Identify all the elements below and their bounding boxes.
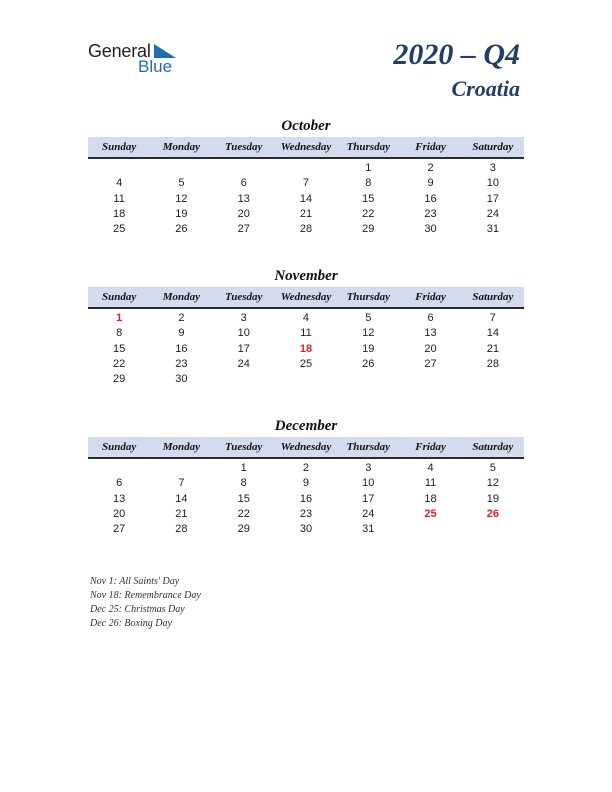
weekday-header: [88, 287, 524, 309]
month-title: December: [274, 418, 338, 434]
holiday-note: Dec 25: Christmas Day: [90, 604, 185, 615]
day-cell: 13: [424, 327, 437, 340]
week-row: [88, 192, 524, 207]
empty-day-cell: [275, 161, 337, 176]
logo-triangle-icon: [154, 44, 176, 58]
empty-day-cell: [88, 161, 150, 176]
day-cell: 29: [362, 223, 375, 236]
weekday-label: Wednesday: [280, 441, 332, 453]
day-cell: 25: [424, 507, 437, 520]
day-cell: 19: [362, 342, 375, 355]
day-cell: 10: [486, 177, 499, 190]
day-cell: 7: [489, 312, 496, 324]
day-cell: 24: [486, 207, 499, 220]
day-cell: 22: [362, 207, 375, 220]
day-cell: 22: [237, 507, 250, 520]
generalblue-logo: [88, 40, 198, 80]
day-cell: 10: [362, 477, 375, 490]
week-row: [88, 461, 524, 476]
day-cell: 12: [486, 477, 499, 490]
day-cell: 29: [113, 373, 126, 386]
weekday-label: Sunday: [102, 141, 137, 153]
day-cell: 31: [362, 523, 375, 536]
day-cell: 12: [362, 327, 375, 340]
week-row: [88, 522, 524, 537]
day-cell: 31: [486, 223, 499, 236]
day-cell: 13: [113, 492, 126, 505]
day-cell: 1: [365, 162, 372, 174]
day-cell: 6: [116, 477, 123, 490]
empty-day-cell: [213, 372, 275, 387]
day-cell: 8: [365, 177, 372, 190]
week-row: [88, 507, 524, 522]
empty-day-cell: [399, 522, 461, 537]
week-row: [88, 311, 524, 326]
day-cell: 18: [299, 342, 313, 355]
empty-day-cell: [275, 372, 337, 387]
day-cell: 2: [302, 462, 310, 474]
empty-day-cell: [150, 161, 212, 176]
day-cell: 17: [486, 192, 499, 205]
week-row: [88, 207, 524, 222]
week-row: [88, 357, 524, 372]
weekday-label: Sunday: [102, 291, 137, 303]
day-cell: 24: [362, 507, 375, 520]
day-cell: 30: [424, 223, 437, 236]
week-row: [88, 176, 524, 191]
weekday-label: Sunday: [102, 441, 137, 453]
day-cell: 18: [113, 207, 126, 220]
week-row: [88, 342, 524, 357]
day-cell: 1: [240, 462, 247, 474]
day-cell: 5: [365, 312, 372, 324]
day-cell: 21: [299, 207, 313, 220]
empty-day-cell: [337, 372, 399, 387]
day-cell: 2: [178, 312, 185, 324]
day-cell: 26: [175, 223, 188, 236]
month-grid: [88, 161, 524, 237]
day-cell: 13: [237, 192, 250, 205]
weekday-header: [88, 437, 524, 459]
holiday-note: Nov 18: Remembrance Day: [90, 590, 201, 601]
day-cell: 23: [299, 507, 313, 520]
day-cell: 30: [175, 373, 188, 386]
day-cell: 16: [299, 492, 313, 505]
day-cell: 15: [113, 342, 126, 355]
day-cell: 22: [113, 357, 126, 370]
empty-day-cell: [462, 372, 524, 387]
day-cell: 24: [237, 357, 250, 370]
day-cell: 14: [175, 492, 188, 505]
day-cell: 5: [178, 177, 185, 190]
day-cell: 29: [237, 523, 250, 536]
weekday-label: Friday: [415, 441, 446, 453]
day-cell: 27: [237, 223, 250, 236]
weekday-label: Saturday: [472, 291, 514, 303]
day-cell: 15: [237, 492, 250, 505]
day-cell: 25: [299, 357, 313, 370]
day-cell: 9: [178, 327, 185, 340]
day-cell: 20: [113, 507, 126, 520]
weekday-label: Saturday: [472, 441, 514, 453]
weekday-label: Thursday: [346, 141, 390, 153]
day-cell: 7: [302, 177, 310, 190]
day-cell: 23: [424, 207, 437, 220]
day-cell: 17: [237, 342, 250, 355]
day-cell: 7: [178, 477, 185, 490]
weekday-label: Wednesday: [280, 291, 332, 303]
month-title: October: [281, 118, 331, 134]
day-cell: 21: [175, 507, 188, 520]
day-cell: 19: [486, 492, 499, 505]
weekday-label: Saturday: [472, 141, 514, 153]
week-row: [88, 492, 524, 507]
day-cell: 26: [486, 507, 499, 520]
holiday-note: Dec 26: Boxing Day: [90, 618, 172, 629]
day-cell: 16: [175, 342, 188, 355]
month-december: [88, 416, 524, 537]
day-cell: 30: [299, 523, 313, 536]
week-row: [88, 161, 524, 176]
day-cell: 28: [175, 523, 188, 536]
month-title: November: [274, 268, 338, 284]
day-cell: 6: [240, 177, 247, 190]
day-cell: 2: [427, 162, 434, 174]
day-cell: 28: [299, 223, 313, 236]
day-cell: 12: [175, 192, 188, 205]
day-cell: 28: [486, 357, 499, 370]
day-cell: 20: [424, 342, 437, 355]
month-grid: [88, 461, 524, 537]
weekday-header: [88, 137, 524, 159]
day-cell: 1: [116, 312, 123, 324]
empty-day-cell: [462, 522, 524, 537]
day-cell: 4: [116, 177, 123, 190]
day-cell: 11: [424, 477, 437, 490]
empty-day-cell: [150, 461, 212, 476]
month-october: [88, 116, 524, 237]
week-row: [88, 326, 524, 341]
day-cell: 6: [427, 312, 434, 324]
day-cell: 21: [486, 342, 499, 355]
day-cell: 25: [113, 223, 126, 236]
day-cell: 14: [486, 327, 499, 340]
day-cell: 14: [299, 192, 313, 205]
day-cell: 3: [489, 162, 496, 174]
weekday-label: Friday: [415, 141, 446, 153]
weekday-label: Tuesday: [224, 441, 263, 453]
month-november: [88, 266, 524, 387]
day-cell: 27: [113, 523, 126, 536]
day-cell: 8: [240, 477, 247, 490]
day-cell: 4: [302, 312, 310, 324]
day-cell: 11: [113, 192, 125, 205]
day-cell: 10: [237, 327, 250, 340]
empty-day-cell: [213, 161, 275, 176]
weekday-label: Thursday: [346, 291, 390, 303]
weekday-label: Monday: [162, 441, 201, 453]
day-cell: 3: [365, 462, 372, 474]
day-cell: 20: [237, 207, 250, 220]
weekday-label: Friday: [415, 291, 446, 303]
country-name: Croatia: [451, 76, 520, 101]
month-grid: [88, 311, 524, 387]
week-row: [88, 476, 524, 491]
empty-day-cell: [399, 372, 461, 387]
day-cell: 8: [116, 327, 123, 340]
day-cell: 3: [240, 312, 247, 324]
day-cell: 23: [175, 357, 188, 370]
day-cell: 4: [427, 462, 434, 474]
day-cell: 17: [362, 492, 375, 505]
page-title: 2020 – Q4: [393, 38, 520, 71]
weekday-label: Monday: [162, 141, 201, 153]
week-row: [88, 222, 524, 237]
day-cell: 27: [424, 357, 437, 370]
weekday-label: Wednesday: [280, 141, 332, 153]
day-cell: 16: [424, 192, 437, 205]
weekday-label: Tuesday: [224, 291, 263, 303]
weekday-label: Thursday: [346, 441, 390, 453]
day-cell: 9: [302, 477, 310, 490]
logo-word-blue: Blue: [138, 57, 173, 76]
day-cell: 11: [300, 327, 312, 340]
holiday-note: Nov 1: All Saints' Day: [90, 576, 180, 587]
day-cell: 9: [427, 177, 434, 190]
week-row: [88, 372, 524, 387]
day-cell: 19: [175, 207, 188, 220]
weekday-label: Tuesday: [224, 141, 263, 153]
day-cell: 15: [362, 192, 375, 205]
empty-day-cell: [88, 461, 150, 476]
logo-word-general: General: [88, 41, 151, 61]
day-cell: 18: [424, 492, 437, 505]
holiday-list: [90, 575, 201, 631]
day-cell: 26: [362, 357, 375, 370]
day-cell: 5: [489, 462, 496, 474]
weekday-label: Monday: [162, 291, 201, 303]
